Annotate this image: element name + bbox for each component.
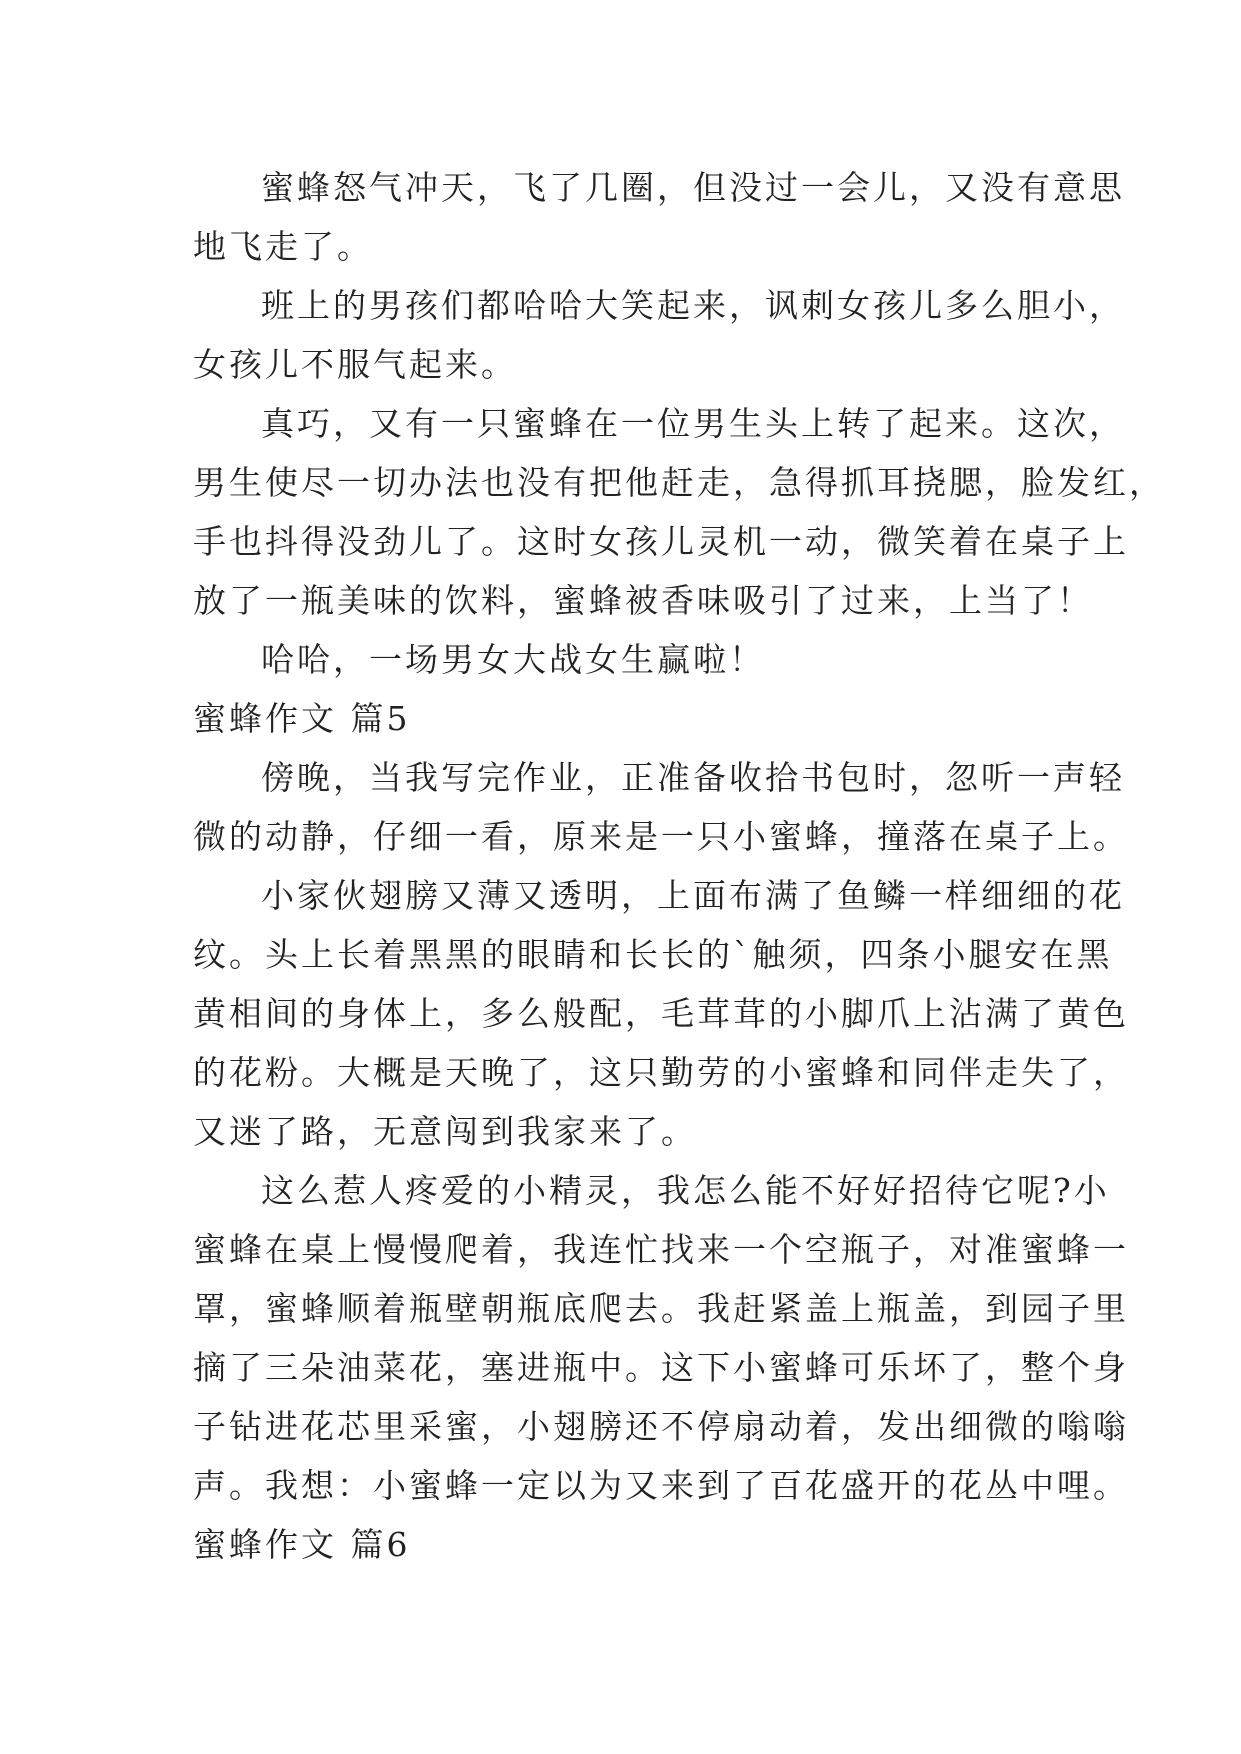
paragraph — [193, 630, 1065, 689]
paragraph — [193, 158, 1125, 276]
paragraph-line: 哈哈，一场男女大战女生赢啦！ — [261, 640, 765, 679]
paragraph-line: 女孩儿不服气起来。 — [193, 345, 517, 384]
paragraph-line: 黄相间的身体上，多么般配，毛茸茸的小脚爪上沾满了黄色 — [193, 994, 1129, 1033]
section-heading-6 — [193, 1515, 1065, 1574]
paragraph-line: 纹。头上长着黑黑的眼睛和长长的`触须，四条小腿安在黑 — [193, 935, 1113, 974]
paragraph-line: 罩，蜜蜂顺着瓶壁朝瓶底爬去。我赶紧盖上瓶盖，到园子里 — [193, 1289, 1129, 1328]
paragraph — [193, 748, 1129, 866]
paragraph-line: 又迷了路，无意闯到我家来了。 — [193, 1112, 697, 1151]
paragraph-line: 微的动静，仔细一看，原来是一只小蜜蜂，撞落在桌子上。 — [193, 817, 1129, 856]
essay-block-1 — [193, 158, 1165, 689]
paragraph-line: 摘了三朵油菜花，塞进瓶中。这下小蜜蜂可乐坏了，整个身 — [193, 1348, 1129, 1387]
paragraph-line: 的花粉。大概是天晚了，这只勤劳的小蜜蜂和同伴走失了， — [193, 1053, 1129, 1092]
paragraph-line: 傍晚，当我写完作业，正准备收拾书包时，忽听一声轻 — [261, 758, 1125, 797]
paragraph-line: 这么惹人疼爱的小精灵，我怎么能不好好招待它呢?小 — [261, 1171, 1110, 1210]
paragraph-line: 地飞走了。 — [193, 227, 373, 266]
paragraph-line: 手也抖得没劲儿了。这时女孩儿灵机一动，微笑着在桌子上 — [193, 522, 1129, 561]
section-heading-5 — [193, 689, 1065, 748]
paragraph-line: 子钻进花芯里采蜜，小翅膀还不停扇动着，发出细微的嗡嗡 — [193, 1407, 1129, 1446]
paragraph — [193, 276, 1125, 394]
paragraph-line: 小家伙翅膀又薄又透明，上面布满了鱼鳞一样细细的花 — [261, 876, 1125, 915]
paragraph-line: 班上的男孩们都哈哈大笑起来，讽刺女孩儿多么胆小， — [261, 286, 1125, 325]
paragraph-line: 声。我想：小蜜蜂一定以为又来到了百花盛开的花丛中哩。 — [193, 1466, 1129, 1505]
paragraph — [193, 394, 1165, 630]
paragraph-line: 放了一瓶美味的饮料，蜜蜂被香味吸引了过来，上当了！ — [193, 581, 1093, 620]
paragraph-line: 真巧，又有一只蜜蜂在一位男生头上转了起来。这次， — [261, 404, 1125, 443]
paragraph-line: 蜜蜂怒气冲天，飞了几圈，但没过一会儿，又没有意思 — [261, 168, 1125, 207]
heading-text: 蜜蜂作文 篇5 — [193, 699, 411, 738]
essay-block-2 — [193, 748, 1129, 1515]
paragraph — [193, 866, 1129, 1161]
heading-text: 蜜蜂作文 篇6 — [193, 1525, 411, 1564]
paragraph — [193, 1161, 1129, 1515]
paragraph-line: 蜜蜂在桌上慢慢爬着，我连忙找来一个空瓶子，对准蜜蜂一 — [193, 1230, 1129, 1269]
paragraph-line: 男生使尽一切办法也没有把他赶走，急得抓耳挠腮，脸发红， — [193, 463, 1165, 502]
document-body — [193, 158, 1165, 1574]
